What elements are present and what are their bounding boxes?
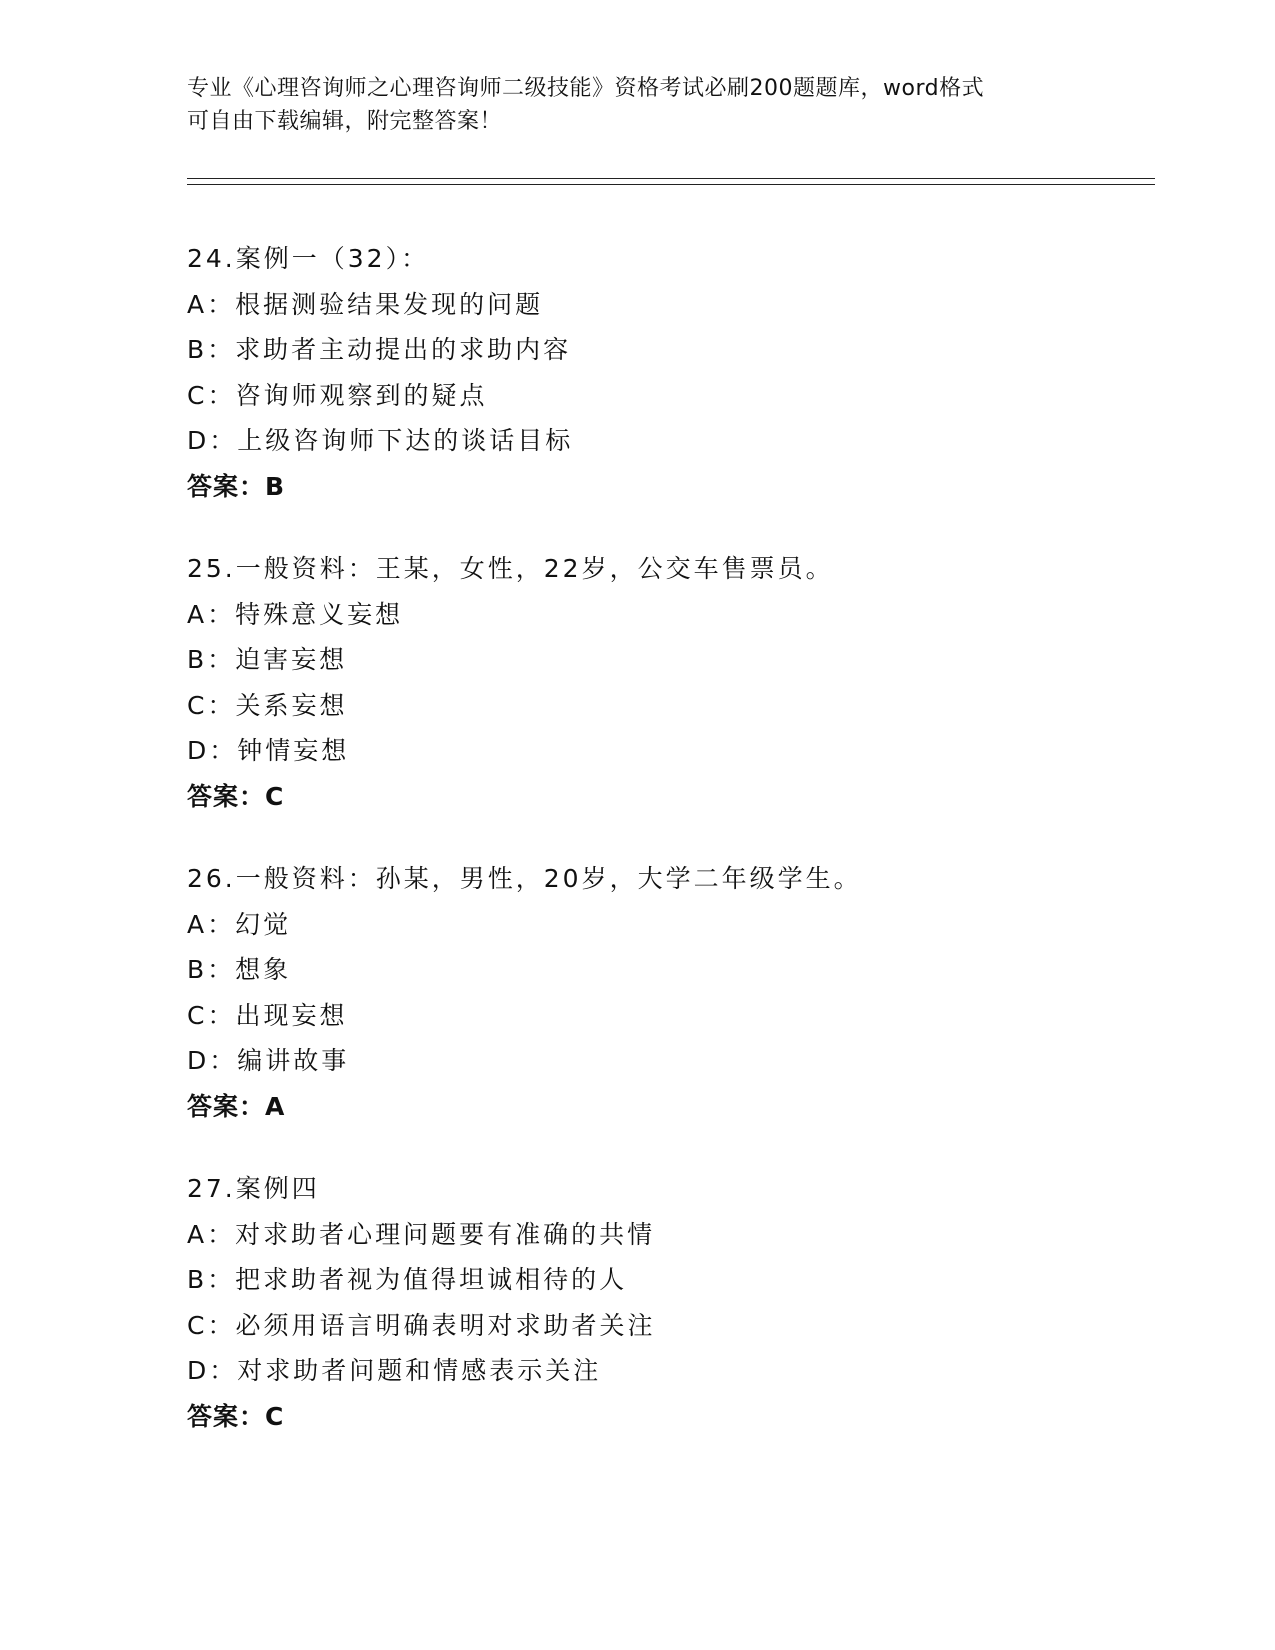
question-25 [187, 546, 1147, 819]
option-d: D：编讲故事 [187, 1046, 350, 1075]
question-stem: 26.一般资料：孙某，男性，20岁，大学二年级学生。 [187, 864, 862, 893]
question-24 [187, 236, 1147, 509]
option-d: D：上级咨询师下达的谈话目标 [187, 426, 574, 455]
question-stem: 24.案例一（32）： [187, 244, 430, 273]
document-header [187, 72, 1067, 138]
question-stem: 25.一般资料：王某，女性，22岁，公交车售票员。 [187, 554, 834, 583]
option-b: B：迫害妄想 [187, 645, 348, 674]
answer-line: 答案：A [187, 1091, 286, 1121]
option-c: C：关系妄想 [187, 690, 348, 720]
header-line-1: 专业《心理咨询师之心理咨询师二级技能》资格考试必刷200题题库，word格式 [187, 76, 985, 101]
option-d: D：对求助者问题和情感表示关注 [187, 1356, 602, 1385]
option-c: C：必须用语言明确表明对求助者关注 [187, 1310, 656, 1340]
option-a: A：幻觉 [187, 909, 292, 939]
answer-line: 答案：B [187, 471, 286, 501]
option-c: C：出现妄想 [187, 1000, 348, 1030]
question-27 [187, 1166, 1147, 1439]
question-stem: 27.案例四 [187, 1174, 320, 1203]
answer-line: 答案：C [187, 781, 285, 811]
option-b: B：想象 [187, 955, 292, 984]
option-c: C：咨询师观察到的疑点 [187, 380, 488, 410]
option-b: B：把求助者视为值得坦诚相待的人 [187, 1265, 628, 1294]
question-26 [187, 856, 1147, 1129]
option-a: A：根据测验结果发现的问题 [187, 289, 544, 319]
header-double-rule [187, 178, 1155, 185]
option-a: A：特殊意义妄想 [187, 599, 404, 629]
option-d: D：钟情妄想 [187, 736, 350, 765]
option-a: A：对求助者心理问题要有准确的共情 [187, 1219, 656, 1249]
answer-line: 答案：C [187, 1401, 285, 1431]
option-b: B：求助者主动提出的求助内容 [187, 335, 572, 364]
header-line-2: 可自由下载编辑，附完整答案！ [187, 109, 503, 134]
question-list [187, 236, 1147, 1476]
